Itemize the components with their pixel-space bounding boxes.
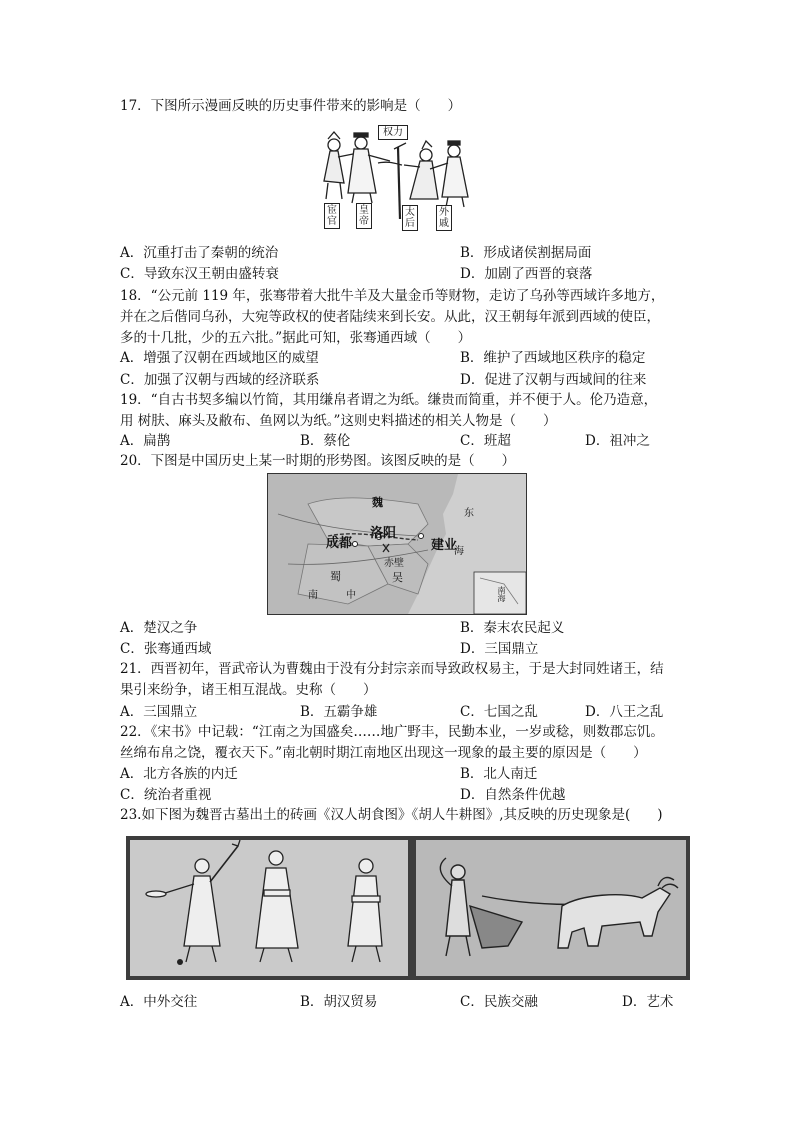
q17-stem: 17．下图所示漫画反映的历史事件带来的影响是（ ） xyxy=(120,98,462,114)
map-label-shu: 蜀 xyxy=(330,570,341,583)
q23-option-a[interactable]: A．中外交往 xyxy=(120,994,198,1010)
q23-option-d[interactable]: D．艺术 xyxy=(622,994,674,1010)
q19-option-a[interactable]: A．扁鹊 xyxy=(120,433,171,449)
q18-option-a[interactable]: A．增强了汉朝在西域地区的威望 xyxy=(120,350,319,366)
q22-option-a[interactable]: A．北方各族的内迁 xyxy=(120,766,238,782)
label-emperor-text: 皇帝 xyxy=(359,205,369,227)
q21-line-2: 果引来纷争，诸王相互混战。史称（ ） xyxy=(120,682,377,698)
q19-option-d[interactable]: D．祖冲之 xyxy=(585,433,650,449)
q23-brick-painting-han-diet xyxy=(126,836,412,980)
q23-brick-painting-ox-plough xyxy=(412,836,690,980)
q23-option-c[interactable]: C．民族交融 xyxy=(460,994,538,1010)
q18-option-b[interactable]: B．维护了西域地区秩序的稳定 xyxy=(460,350,646,366)
map-label-nanhai: 南海 xyxy=(497,586,506,602)
map-label-chengdu: 成都 xyxy=(326,536,353,551)
map-label-hai: 海 xyxy=(454,546,464,557)
q18-line-1: 18．“公元前 119 年，张骞带着大批牛羊及大量金币等财物，走访了乌孙等西域许多地方， xyxy=(120,288,665,304)
q22-option-b[interactable]: B．北人南迁 xyxy=(460,766,538,782)
q17-option-a[interactable]: A．沉重打击了秦朝的统治 xyxy=(120,245,279,261)
label-empress xyxy=(402,205,418,231)
map-label-zhong: 中 xyxy=(346,590,356,601)
q19-option-c[interactable]: C．班超 xyxy=(460,433,511,449)
q17-option-c[interactable]: C．导致东汉王朝由盛转衰 xyxy=(120,266,279,282)
three-kingdoms-map-drawing xyxy=(268,474,526,614)
map-label-wu: 吴 xyxy=(392,571,403,584)
q17-option-d[interactable]: D．加剧了西晋的衰落 xyxy=(460,266,593,282)
label-eunuch xyxy=(324,203,340,229)
q21-option-a[interactable]: A．三国鼎立 xyxy=(120,704,198,720)
q23-stem: 23.如下图为魏晋古墓出土的砖画《汉人胡食图》《胡人牛耕图》,其反映的历史现象是( ) xyxy=(120,807,663,823)
q21-option-c[interactable]: C．七国之乱 xyxy=(460,704,538,720)
label-relative-text: 外戚 xyxy=(439,207,449,229)
q20-option-c[interactable]: C．张骞通西域 xyxy=(120,641,212,657)
q19-option-b[interactable]: B．蔡伦 xyxy=(300,433,351,449)
map-label-luoyang: 洛阳 xyxy=(370,526,397,541)
label-empress-text: 太后 xyxy=(405,207,415,229)
q20-option-d[interactable]: D．三国鼎立 xyxy=(460,641,539,657)
label-power: 权力 xyxy=(378,125,408,140)
q22-line-1: 22．《宋书》中记载：“江南之为国盛矣……地广野丰，民勤本业，一岁或稔，则数郡忘饥。 xyxy=(120,724,664,740)
q17-cartoon xyxy=(318,123,478,235)
q20-stem: 20．下图是中国历史上某一时期的形势图。该图反映的是（ ） xyxy=(120,453,516,469)
han-people-hu-food-painting xyxy=(126,836,412,980)
q23-option-b[interactable]: B．胡汉贸易 xyxy=(300,994,378,1010)
label-relative xyxy=(436,205,452,231)
q22-option-d[interactable]: D．自然条件优越 xyxy=(460,787,566,803)
label-emperor xyxy=(356,203,372,229)
map-label-jianye: 建业 xyxy=(431,538,458,553)
q19-line-1: 19．“自古书契多编以竹简，其用缣帛者谓之为纸。缣贵而简重，并不便于人。伦乃造意， xyxy=(120,392,658,408)
q22-option-c[interactable]: C．统治者重视 xyxy=(120,787,212,803)
q17-option-b[interactable]: B．形成诸侯割据局面 xyxy=(460,245,592,261)
map-label-chibi: 赤壁 xyxy=(384,558,404,569)
q21-line-1: 21．西晋初年，晋武帝认为曹魏由于没有分封宗亲而导致政权易主，于是大封同姓诸王，结 xyxy=(120,661,664,677)
q20-option-b[interactable]: B．秦末农民起义 xyxy=(460,620,565,636)
q21-option-b[interactable]: B．五霸争雄 xyxy=(300,704,378,720)
q22-line-2: 丝绵布帛之饶，覆衣天下。”南北朝时期江南地区出现这一现象的最主要的原因是（ ） xyxy=(120,745,647,761)
q18-option-d[interactable]: D．促进了汉朝与西域间的往来 xyxy=(460,372,647,388)
q18-line-3: 多的十几批，少的五六批。”据此可知，张骞通西域（ ） xyxy=(120,330,472,346)
q20-map xyxy=(267,473,527,615)
map-label-wei: 魏 xyxy=(372,496,383,509)
q18-line-2: 并在之后偕同乌孙，大宛等政权的使者陆续来到长安。从此，汉王朝每年派到西域的使臣， xyxy=(120,309,660,325)
map-label-nan: 南 xyxy=(308,590,318,601)
q21-option-d[interactable]: D．八王之乱 xyxy=(585,704,664,720)
q18-option-c[interactable]: C．加强了汉朝与西域的经济联系 xyxy=(120,372,320,388)
map-label-dong: 东 xyxy=(464,508,474,519)
q19-line-2: 用 树肤、麻头及敝布、鱼网以为纸。”这则史料描述的相关人物是（ ） xyxy=(120,413,557,429)
q20-option-a[interactable]: A．楚汉之争 xyxy=(120,620,198,636)
hu-people-ox-plough-painting xyxy=(412,836,690,980)
label-eunuch-text: 宦官 xyxy=(327,205,337,227)
